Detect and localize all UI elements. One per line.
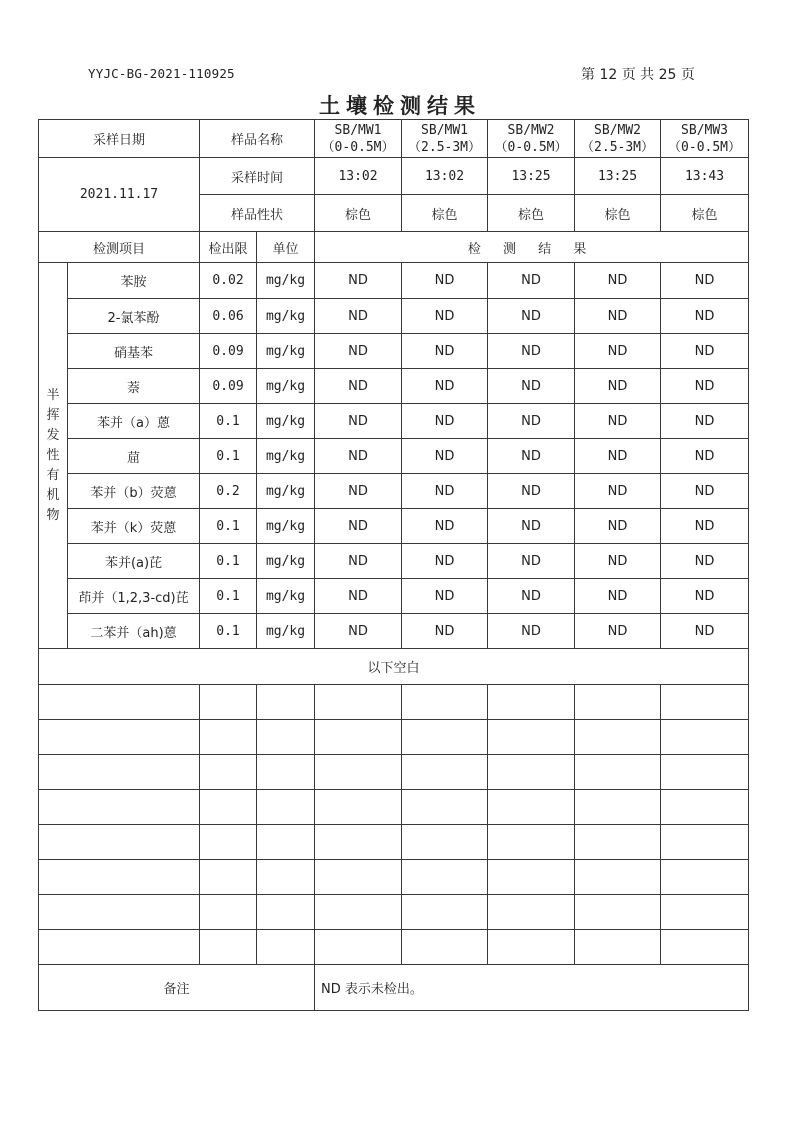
unit: mg/kg	[257, 439, 315, 474]
category-char: 半	[46, 387, 60, 403]
sample-depth: （0-0.5M）	[321, 139, 395, 155]
result-value: ND	[402, 369, 488, 404]
result-value: ND	[488, 544, 575, 579]
empty-cell	[39, 790, 200, 825]
result-value: ND	[315, 614, 402, 649]
detection-limit: 0.1	[200, 544, 257, 579]
report-title: 土壤检测结果	[319, 93, 481, 118]
empty-row	[39, 860, 749, 895]
sampling-date-value: 2021.11.17	[39, 158, 200, 232]
analyte-name: 苯并（b）荧蒽	[68, 474, 200, 509]
empty-cell	[39, 825, 200, 860]
unit: mg/kg	[257, 299, 315, 334]
sample-depth: （0-0.5M）	[668, 139, 742, 155]
sample-depth: （2.5-3M）	[408, 139, 482, 155]
detection-limit: 0.06	[200, 299, 257, 334]
analyte-name: 硝基苯	[68, 334, 200, 369]
sample-property-value: 棕色	[402, 195, 488, 232]
analyte-name: 苯并（k）荧蒽	[68, 509, 200, 544]
detection-limit: 0.1	[200, 509, 257, 544]
result-value: ND	[315, 334, 402, 369]
result-value: ND	[488, 439, 575, 474]
empty-row	[39, 720, 749, 755]
empty-cell	[257, 860, 315, 895]
empty-cell	[200, 825, 257, 860]
empty-cell	[575, 860, 661, 895]
unit: mg/kg	[257, 614, 315, 649]
sample-name: SB/MW1	[421, 122, 469, 138]
empty-cell	[39, 685, 200, 720]
blank-notice-row	[39, 649, 749, 685]
category-char: 性	[46, 447, 60, 463]
sample-depth: （2.5-3M）	[581, 139, 655, 155]
analyte-row	[39, 369, 749, 404]
result-value: ND	[488, 263, 575, 299]
empty-row	[39, 930, 749, 965]
result-value: ND	[488, 614, 575, 649]
result-value: ND	[315, 263, 402, 299]
empty-cell	[402, 685, 488, 720]
empty-cell	[257, 790, 315, 825]
detection-limit: 0.02	[200, 263, 257, 299]
empty-cell	[488, 755, 575, 790]
empty-cell	[661, 685, 749, 720]
empty-cell	[39, 755, 200, 790]
analyte-row	[39, 404, 749, 439]
page-number: 第 12 页 共 25 页	[581, 67, 695, 83]
sample-property-value: 棕色	[488, 195, 575, 232]
category-label	[39, 263, 68, 649]
detection-limit: 0.09	[200, 334, 257, 369]
empty-cell	[200, 930, 257, 965]
empty-cell	[575, 755, 661, 790]
empty-cell	[257, 755, 315, 790]
empty-cell	[200, 720, 257, 755]
result-value: ND	[575, 263, 661, 299]
result-value: ND	[488, 474, 575, 509]
unit: mg/kg	[257, 509, 315, 544]
result-value: ND	[661, 299, 749, 334]
result-value: ND	[661, 334, 749, 369]
category-char: 挥	[46, 407, 60, 423]
item-column-header: 检测项目	[39, 232, 200, 263]
sample-name: SB/MW2	[594, 122, 642, 138]
empty-cell	[488, 720, 575, 755]
category-char: 有	[46, 467, 60, 483]
analyte-row	[39, 334, 749, 369]
empty-cell	[661, 825, 749, 860]
empty-row	[39, 825, 749, 860]
sampling-time-row	[39, 158, 749, 195]
empty-cell	[575, 685, 661, 720]
analyte-name: 苯并(a)芘	[68, 544, 200, 579]
sampling-date-label: 采样日期	[39, 120, 200, 158]
unit: mg/kg	[257, 369, 315, 404]
sample-property-value: 棕色	[661, 195, 749, 232]
remarks-row	[39, 965, 749, 1011]
analyte-name: 萘	[68, 369, 200, 404]
empty-cell	[315, 720, 402, 755]
analyte-row	[39, 509, 749, 544]
empty-cell	[39, 860, 200, 895]
sample-name-row	[39, 120, 749, 158]
empty-cell	[402, 755, 488, 790]
result-value: ND	[575, 369, 661, 404]
result-value: ND	[488, 404, 575, 439]
empty-cell	[200, 790, 257, 825]
analyte-name: 二苯并（ah)蒽	[68, 614, 200, 649]
result-value: ND	[315, 544, 402, 579]
result-value: ND	[402, 404, 488, 439]
sample-name: SB/MW3	[681, 122, 729, 138]
unit-column-header: 单位	[257, 232, 315, 263]
analyte-name: 茚并（1,2,3-cd)芘	[68, 579, 200, 614]
result-value: ND	[402, 439, 488, 474]
remarks-label: 备注	[39, 965, 315, 1011]
detection-limit: 0.1	[200, 404, 257, 439]
result-value: ND	[661, 544, 749, 579]
detection-limit: 0.1	[200, 614, 257, 649]
result-value: ND	[661, 509, 749, 544]
result-value: ND	[575, 439, 661, 474]
result-value: ND	[575, 614, 661, 649]
sample-name-label: 样品名称	[200, 120, 315, 158]
limit-column-header: 检出限	[200, 232, 257, 263]
analyte-row	[39, 299, 749, 334]
result-value: ND	[402, 509, 488, 544]
empty-cell	[402, 860, 488, 895]
unit: mg/kg	[257, 263, 315, 299]
detection-limit: 0.09	[200, 369, 257, 404]
sampling-time-value: 13:02	[315, 158, 402, 195]
sample-name-cell	[661, 120, 749, 158]
result-value: ND	[315, 439, 402, 474]
unit: mg/kg	[257, 474, 315, 509]
empty-cell	[257, 825, 315, 860]
result-value: ND	[402, 474, 488, 509]
empty-row	[39, 755, 749, 790]
analyte-name: 䓛	[68, 439, 200, 474]
empty-cell	[488, 860, 575, 895]
result-value: ND	[661, 369, 749, 404]
remarks-text: ND 表示未检出。	[315, 965, 749, 1011]
results-column-header: 检 测 结 果	[315, 232, 749, 263]
unit: mg/kg	[257, 404, 315, 439]
empty-cell	[488, 790, 575, 825]
result-value: ND	[575, 334, 661, 369]
result-value: ND	[488, 369, 575, 404]
result-value: ND	[575, 544, 661, 579]
result-value: ND	[488, 579, 575, 614]
result-value: ND	[402, 579, 488, 614]
result-value: ND	[402, 334, 488, 369]
unit: mg/kg	[257, 334, 315, 369]
category-char: 物	[46, 507, 60, 523]
empty-cell	[575, 895, 661, 930]
sampling-time-value: 13:25	[575, 158, 661, 195]
sample-property-value: 棕色	[315, 195, 402, 232]
detection-limit: 0.1	[200, 439, 257, 474]
empty-cell	[257, 930, 315, 965]
empty-cell	[402, 930, 488, 965]
empty-cell	[661, 895, 749, 930]
sample-name: SB/MW1	[334, 122, 382, 138]
empty-cell	[39, 930, 200, 965]
sample-depth: （0-0.5M）	[494, 139, 568, 155]
analyte-name: 苯胺	[68, 263, 200, 299]
empty-cell	[575, 930, 661, 965]
empty-cell	[488, 825, 575, 860]
empty-cell	[39, 720, 200, 755]
detection-limit: 0.2	[200, 474, 257, 509]
result-value: ND	[661, 614, 749, 649]
results-table	[38, 119, 749, 1011]
empty-cell	[257, 685, 315, 720]
unit: mg/kg	[257, 544, 315, 579]
empty-cell	[200, 860, 257, 895]
empty-row	[39, 895, 749, 930]
result-value: ND	[575, 509, 661, 544]
result-value: ND	[661, 263, 749, 299]
result-value: ND	[575, 299, 661, 334]
document-id: YYJC-BG-2021-110925	[88, 66, 235, 81]
analyte-row	[39, 263, 749, 299]
sample-property-value: 棕色	[575, 195, 661, 232]
analyte-name: 苯并（a）蒽	[68, 404, 200, 439]
empty-cell	[257, 895, 315, 930]
empty-cell	[315, 685, 402, 720]
empty-cell	[488, 685, 575, 720]
result-value: ND	[488, 509, 575, 544]
sampling-time-value: 13:25	[488, 158, 575, 195]
result-value: ND	[661, 474, 749, 509]
empty-cell	[200, 895, 257, 930]
empty-cell	[315, 790, 402, 825]
empty-cell	[200, 755, 257, 790]
sampling-time-value: 13:02	[402, 158, 488, 195]
result-value: ND	[488, 334, 575, 369]
empty-cell	[402, 825, 488, 860]
result-value: ND	[315, 369, 402, 404]
result-value: ND	[575, 404, 661, 439]
result-value: ND	[402, 299, 488, 334]
detection-limit: 0.1	[200, 579, 257, 614]
empty-cell	[315, 825, 402, 860]
analyte-name: 2-氯苯酚	[68, 299, 200, 334]
analyte-row	[39, 614, 749, 649]
empty-cell	[575, 720, 661, 755]
sampling-time-label: 采样时间	[200, 158, 315, 195]
result-value: ND	[315, 509, 402, 544]
result-value: ND	[402, 263, 488, 299]
empty-cell	[257, 720, 315, 755]
result-value: ND	[315, 404, 402, 439]
empty-cell	[402, 895, 488, 930]
analyte-row	[39, 439, 749, 474]
sampling-time-value: 13:43	[661, 158, 749, 195]
empty-cell	[39, 895, 200, 930]
empty-cell	[661, 860, 749, 895]
empty-cell	[575, 790, 661, 825]
empty-cell	[315, 860, 402, 895]
result-value: ND	[402, 544, 488, 579]
sample-name-cell	[315, 120, 402, 158]
category-char: 发	[46, 427, 60, 443]
empty-cell	[315, 930, 402, 965]
blank-notice: 以下空白	[39, 649, 749, 685]
result-value: ND	[402, 614, 488, 649]
analyte-row	[39, 474, 749, 509]
empty-cell	[488, 895, 575, 930]
result-value: ND	[315, 474, 402, 509]
column-header-row	[39, 232, 749, 263]
category-char: 机	[46, 487, 60, 503]
sample-name: SB/MW2	[507, 122, 555, 138]
sample-name-cell	[402, 120, 488, 158]
result-value: ND	[575, 579, 661, 614]
result-value: ND	[315, 579, 402, 614]
empty-cell	[661, 930, 749, 965]
analyte-row	[39, 579, 749, 614]
empty-cell	[315, 755, 402, 790]
empty-cell	[488, 930, 575, 965]
result-value: ND	[661, 579, 749, 614]
result-value: ND	[661, 404, 749, 439]
empty-cell	[661, 790, 749, 825]
result-value: ND	[315, 299, 402, 334]
result-value: ND	[661, 439, 749, 474]
empty-cell	[315, 895, 402, 930]
empty-cell	[402, 790, 488, 825]
empty-cell	[661, 720, 749, 755]
sample-property-label: 样品性状	[200, 195, 315, 232]
analyte-row	[39, 544, 749, 579]
result-value: ND	[488, 299, 575, 334]
empty-cell	[200, 685, 257, 720]
sample-name-cell	[488, 120, 575, 158]
empty-cell	[402, 720, 488, 755]
empty-row	[39, 790, 749, 825]
empty-row	[39, 685, 749, 720]
empty-cell	[661, 755, 749, 790]
unit: mg/kg	[257, 579, 315, 614]
empty-cell	[575, 825, 661, 860]
sample-name-cell	[575, 120, 661, 158]
result-value: ND	[575, 474, 661, 509]
